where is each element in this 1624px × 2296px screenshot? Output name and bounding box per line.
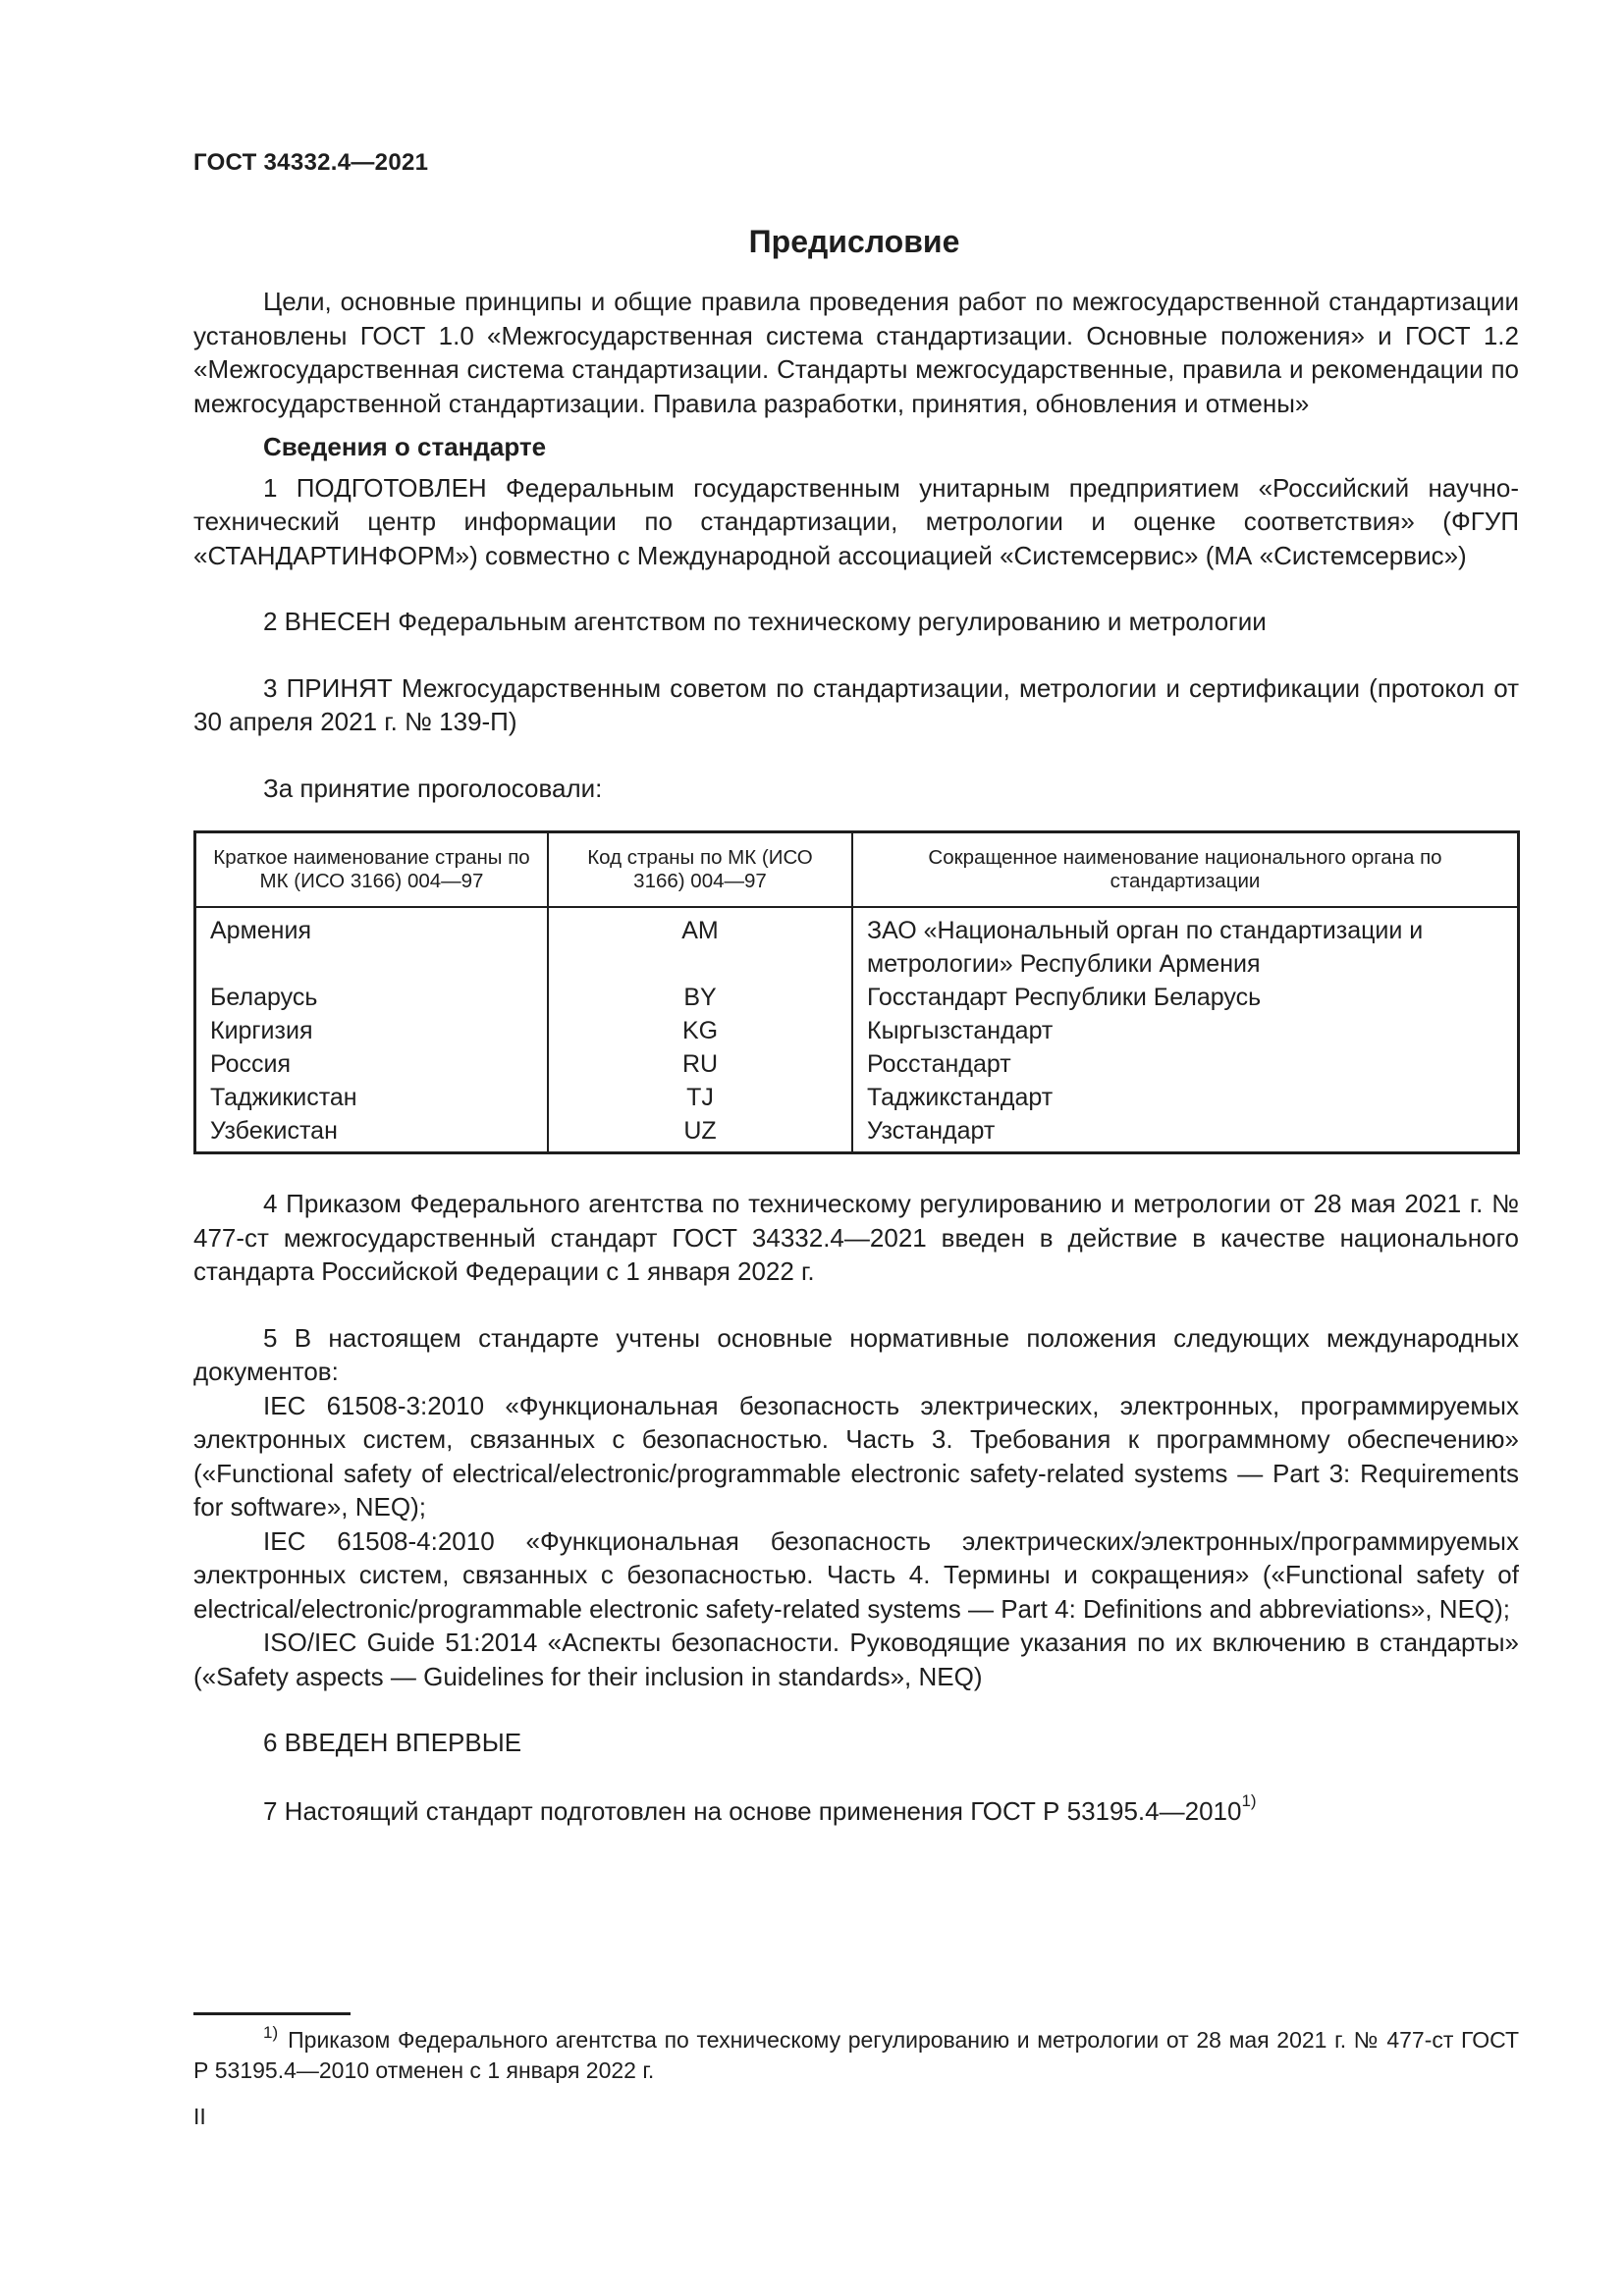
section-heading: Сведения о стандарте [263,432,547,461]
table-row [195,1014,1519,1047]
item-2-paragraph: 2 ВНЕСЕН Федеральным агентством по техническому регулированию и метрологии [263,607,1267,636]
item-1-paragraph: 1 ПОДГОТОВЛЕН Федеральным государственным унитарным предприятием «Российский научно-технический центр информации по стандартизации, метрологии и оценке соответствия» (ФГУП «СТАНДАРТИНФОРМ») совместно с Международной ассоциацией «Системсервис» (МА «Системсервис») [193,472,1519,570]
item-5-reference-iec-61508-3: IEC 61508-3:2010 «Функциональная безопасность электрических, электронных, программируемых электронных систем, связанных с безопасностью. Часть 3. Требования к программному обеспечению» («Functional safety of electrical/electronic/programmable electronic safety-related systems — Part 3: Requirements for software», NEQ); [193,1390,1519,1522]
code-cell: TJ [548,1081,852,1114]
country-cell: Таджикистан [195,1081,549,1114]
table-row [195,1047,1519,1081]
item-5-reference-iso-iec-guide-51: ISO/IEC Guide 51:2014 «Аспекты безопасности. Руководящие указания по их включению в стандарты» («Safety aspects — Guidelines for their inclusion in standards», NEQ) [193,1628,1519,1691]
item-4-paragraph: 4 Приказом Федерального агентства по техническому регулированию и метрологии от 28 мая 2021 г. № 477-ст межгосударственный стандарт ГОСТ 34332.4—2021 введен в действие в качестве национального стандарта Российской Федерации с 1 января 2022 г. [193,1189,1519,1286]
code-cell: KG [548,1014,852,1047]
code-cell: AM [548,907,852,981]
preface-body [193,285,1519,1828]
body-cell: Узстандарт [852,1114,1519,1153]
code-cell: UZ [548,1114,852,1153]
column-header-country: Краткое наименование страны по МК (ИСО 3166) 004—97 [195,832,549,908]
body-cell: Росстандарт [852,1047,1519,1081]
body-cell: ЗАО «Национальный орган по стандартизации и метрологии» Республики Армения [852,907,1519,981]
item-5-reference-iec-61508-4: IEC 61508-4:2010 «Функциональная безопасность электрических/электронных/программируемых электронных систем, связанных с безопасностью. Часть 4. Термины и сокращения» («Functional safety of electrical/electronic/programmable electronic safety-related systems — Part 4: Definitions and abbreviations», NEQ); [193,1525,1519,1624]
item-3-paragraph: 3 ПРИНЯТ Межгосударственным советом по стандартизации, метрологии и сертификации (протокол от 30 апреля 2021 г. № 139-П) [193,672,1519,736]
body-cell: Госстандарт Республики Беларусь [852,981,1519,1014]
item-7-text: 7 Настоящий стандарт подготовлен на основе применения ГОСТ Р 53195.4—2010 [263,1795,1242,1826]
footnote-mark: 1) [263,2023,279,2042]
body-cell: Кыргызстандарт [852,1014,1519,1047]
item-5-paragraph: 5 В настоящем стандарте учтены основные нормативные положения следующих международных документов: [193,1322,1519,1386]
footnote-divider [193,2012,351,2015]
intro-paragraph: Цели, основные принципы и общие правила проведения работ по межгосударственной стандартизации установлены ГОСТ 1.0 «Межгосударственная система стандартизации. Основные положения» и ГОСТ 1.2 «Межгосударственная система стандартизации. Стандарты межгосударственные, правила и рекомендации по межгосударственной стандартизации. Правила разработки, принятия, обновления и отмены» [193,287,1519,418]
footnote-reference[interactable]: 1) [1241,1790,1257,1810]
body-cell: Таджикстандарт [852,1081,1519,1114]
footnote-text: Приказом Федерального агентства по техническому регулированию и метрологии от 28 мая 2021 г. № 477-ст ГОСТ Р 53195.4—2010 отменен с 1 января 2022 г. [193,2027,1519,2083]
country-cell: Россия [195,1047,549,1081]
page-number: II [193,2104,206,2129]
column-header-body: Сокращенное наименование национального органа по стандартизации [852,832,1519,908]
table-row [195,981,1519,1014]
item-7-paragraph [193,1790,1519,1829]
footnote [193,2025,1519,2086]
table-row [195,907,1519,981]
country-cell: Узбекистан [195,1114,549,1153]
code-cell: RU [548,1047,852,1081]
item-6-paragraph: 6 ВВЕДЕН ВПЕРВЫЕ [263,1728,522,1757]
page-title: Предисловие [748,224,960,259]
voted-label: За принятие проголосовали: [263,773,603,803]
country-cell: Беларусь [195,981,549,1014]
table-row [195,1114,1519,1153]
countries-table [193,830,1520,1154]
code-cell: BY [548,981,852,1014]
table-row [195,1081,1519,1114]
country-cell: Киргизия [195,1014,549,1047]
column-header-code: Код страны по МК (ИСО 3166) 004—97 [548,832,852,908]
table-header-row [195,832,1519,908]
country-cell: Армения [195,907,549,981]
document-header: ГОСТ 34332.4—2021 [193,149,429,176]
